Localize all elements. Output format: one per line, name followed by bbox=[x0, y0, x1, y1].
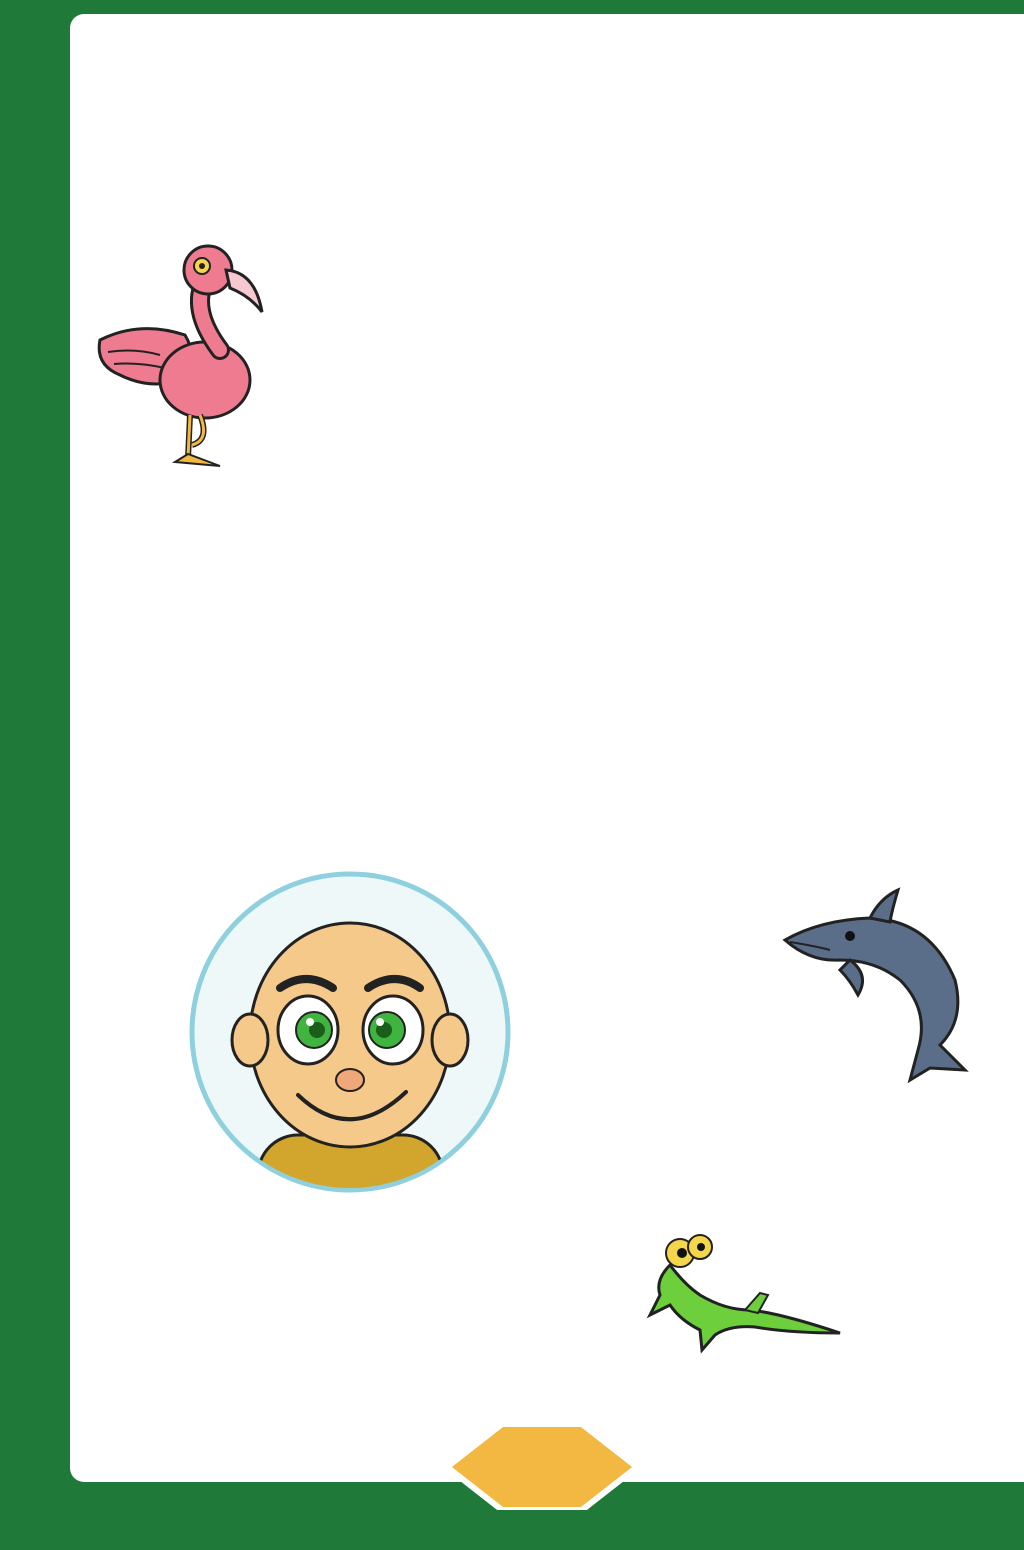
dolphin-illustration bbox=[780, 880, 980, 1090]
page-number-badge bbox=[447, 1424, 637, 1510]
flamingo-illustration bbox=[80, 240, 280, 480]
boy-portrait-illustration bbox=[188, 870, 513, 1195]
page-sheet bbox=[70, 14, 1024, 1482]
lizard-illustration bbox=[640, 1225, 850, 1355]
